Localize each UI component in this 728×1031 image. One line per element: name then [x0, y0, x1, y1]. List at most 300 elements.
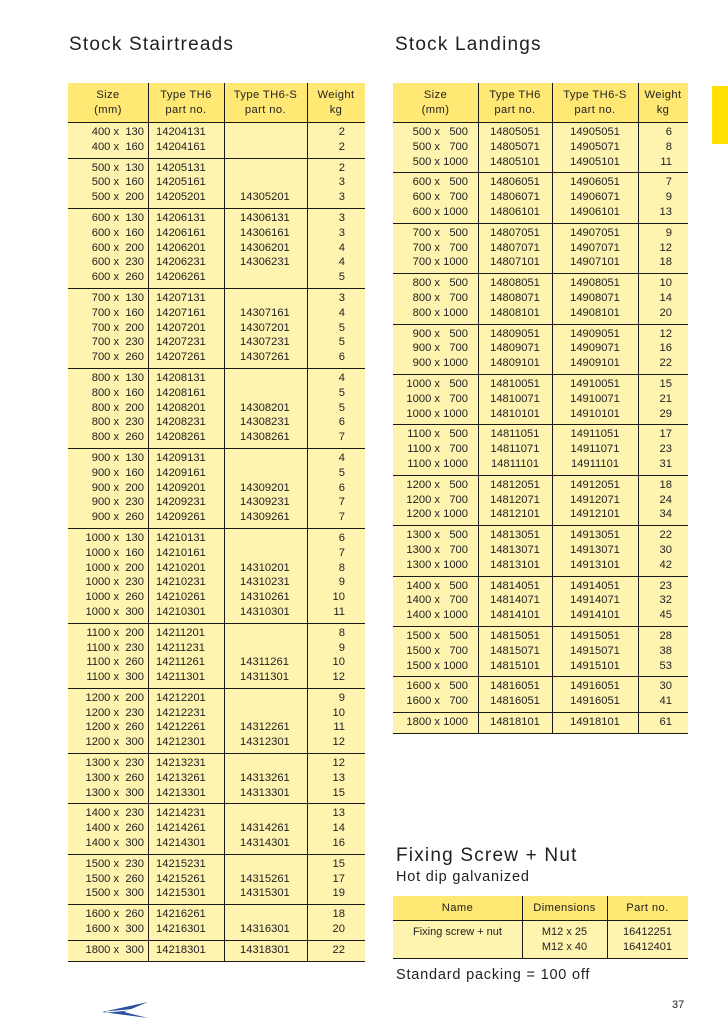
th6-part-cell: 14210161: [156, 546, 206, 559]
weight-cell: 22: [659, 357, 672, 370]
th6-part-cell: 14809051: [490, 327, 540, 340]
column-header: Type TH6-S part no.: [233, 89, 298, 116]
th6-part-cell: 14205131: [156, 161, 206, 174]
weight-cell: 5: [338, 466, 345, 479]
th6s-part-cell: 14310261: [240, 591, 290, 604]
size-cell: 500 x 1000: [412, 155, 468, 168]
table-row: [393, 276, 688, 291]
weight-cell: 32: [659, 594, 672, 607]
th6-part-cell: 14816051: [490, 695, 540, 708]
th6-part-cell: 14208231: [156, 416, 206, 429]
th6s-part-cell: [224, 907, 307, 922]
size-group: [68, 754, 365, 804]
th6-part-cell: 14806071: [490, 191, 540, 204]
table-row: [68, 241, 365, 256]
size-cell: 600 x 260: [91, 271, 144, 284]
table-row: [68, 531, 365, 546]
weight-cell: 3: [338, 191, 345, 204]
table-row: [68, 590, 365, 605]
size-group: [393, 375, 688, 425]
th6-part-cell: 14808071: [490, 291, 540, 304]
th6-part-cell: 14206231: [156, 256, 206, 269]
weight-cell: 12: [332, 671, 345, 684]
th6s-part-cell: 14905101: [570, 155, 620, 168]
size-cell: 900 x 230: [91, 496, 144, 509]
weight-cell: 13: [332, 807, 345, 820]
table-row: [68, 350, 365, 365]
size-group: [393, 577, 688, 627]
weight-cell: 11: [660, 155, 672, 168]
weight-cell: 34: [659, 508, 672, 521]
weight-cell: 8: [338, 561, 345, 574]
weight-cell: 18: [659, 478, 672, 491]
table-row: [393, 644, 688, 659]
th6s-part-cell: 14316301: [240, 923, 290, 936]
table-row: [68, 255, 365, 270]
size-group: [393, 425, 688, 475]
table-row: [393, 493, 688, 508]
weight-cell: 41: [659, 695, 672, 708]
th6s-part-cell: 14306231: [240, 256, 290, 269]
page-number: 37: [672, 999, 685, 1011]
table-row: [68, 386, 365, 401]
th6-part-cell: 14210261: [156, 591, 206, 604]
weight-cell: 12: [332, 736, 345, 749]
th6-part-cell: 14814051: [490, 579, 540, 592]
weight-cell: 15: [332, 786, 345, 799]
size-cell: 800 x 230: [91, 416, 144, 429]
weight-cell: 15: [659, 377, 672, 390]
size-group: [393, 274, 688, 324]
table-row: [68, 321, 365, 336]
table-row: [68, 415, 365, 430]
table-row: [68, 886, 365, 901]
th6-part-cell: 14211201: [156, 626, 205, 639]
weight-cell: 19: [332, 887, 345, 900]
fixing-table-header: [393, 896, 688, 921]
size-cell: 1600 x 700: [406, 695, 468, 708]
table-row: [393, 659, 688, 674]
size-cell: 600 x 1000: [412, 205, 468, 218]
th6s-part-cell: 14313261: [240, 771, 290, 784]
weight-cell: 13: [659, 205, 672, 218]
weight-cell: 4: [338, 256, 345, 269]
weight-cell: 13: [332, 771, 345, 784]
th6-part-cell: 14207201: [156, 321, 206, 334]
th6s-part-cell: 14914101: [570, 609, 620, 622]
size-cell: 1300 x 1000: [406, 558, 468, 571]
table-row: [68, 922, 365, 937]
size-cell: 500 x 700: [412, 140, 468, 153]
th6s-part-cell: 14312261: [240, 721, 290, 734]
size-cell: 1100 x 200: [86, 626, 144, 639]
weight-cell: 5: [338, 401, 345, 414]
th6-part-cell: 14207261: [156, 351, 206, 364]
weight-cell: 11: [333, 721, 345, 734]
header-name: Name: [441, 902, 474, 914]
table-row: [68, 720, 365, 735]
landings-table: [393, 83, 688, 734]
th6-part-cell: 14205161: [156, 176, 206, 189]
table-row: [68, 691, 365, 706]
th6-part-cell: 14805051: [490, 126, 540, 138]
size-cell: 900 x 130: [91, 451, 144, 464]
th6-part-cell: 14805101: [490, 155, 540, 168]
table-row: [68, 306, 365, 321]
th6s-part-cell: 14307261: [240, 351, 290, 364]
company-logo-icon: [100, 998, 150, 1022]
th6-part-cell: 14808051: [490, 277, 540, 290]
th6s-part-cell: 14306161: [240, 226, 290, 239]
th6-part-cell: 14810071: [490, 392, 540, 405]
th6s-part-cell: 14307161: [240, 306, 290, 319]
size-cell: 1800 x 300: [85, 943, 144, 956]
size-cell: 700 x 200: [91, 321, 144, 334]
th6-part-cell: 14211261: [156, 656, 205, 669]
weight-cell: 10: [659, 277, 672, 290]
th6-part-cell: 14808101: [490, 306, 540, 319]
th6-part-cell: 14806101: [490, 205, 540, 218]
th6-part-cell: 14208201: [156, 401, 206, 414]
table-row: [68, 401, 365, 416]
size-group: [68, 689, 365, 754]
table-row: [68, 175, 365, 190]
weight-cell: 2: [338, 126, 345, 138]
th6s-part-cell: 14909071: [570, 342, 620, 355]
th6s-part-cell: 14916051: [570, 695, 620, 708]
th6s-part-cell: 14310201: [240, 561, 290, 574]
weight-cell: 5: [338, 271, 345, 284]
weight-cell: 4: [338, 371, 345, 384]
th6s-part-cell: 14313301: [240, 786, 290, 799]
weight-cell: 53: [659, 659, 672, 672]
weight-cell: 42: [659, 558, 672, 571]
th6-part-cell: 14208161: [156, 386, 206, 399]
weight-cell: 5: [338, 321, 345, 334]
weight-cell: 4: [338, 241, 345, 254]
th6-part-cell: 14812071: [490, 493, 540, 506]
size-cell: 800 x 260: [91, 431, 144, 444]
size-group: [68, 804, 365, 854]
weight-cell: 31: [659, 457, 672, 470]
size-cell: 1000 x 130: [85, 531, 144, 544]
th6s-part-cell: 14308231: [240, 416, 290, 429]
table-row: [68, 430, 365, 445]
th6s-part-cell: 14309201: [240, 481, 290, 494]
size-group: [393, 526, 688, 576]
size-group: [393, 173, 688, 223]
size-cell: 1300 x 230: [85, 757, 144, 770]
size-cell: 900 x 260: [91, 511, 144, 524]
fixing-title: Fixing Screw + Nut: [396, 845, 578, 866]
size-cell: 1200 x 500: [406, 478, 468, 491]
table-row: [393, 140, 688, 155]
th6-part-cell: 14206261: [156, 271, 206, 284]
table-row: [68, 140, 365, 155]
weight-cell: 12: [659, 327, 672, 340]
weight-cell: 30: [659, 543, 672, 556]
size-cell: 1000 x 500: [406, 377, 468, 390]
size-cell: 800 x 500: [412, 277, 468, 290]
size-cell: 1600 x 500: [406, 680, 468, 693]
th6s-part-cell: 14907071: [570, 241, 620, 254]
table-row: [68, 655, 365, 670]
table-row: [68, 836, 365, 851]
size-cell: 1400 x 500: [406, 579, 468, 592]
table-row: [393, 442, 688, 457]
th6s-part-cell: 14909051: [570, 327, 620, 340]
th6s-part-cell: 14915101: [570, 659, 620, 672]
size-cell: 1500 x 700: [406, 644, 468, 657]
size-cell: 1400 x 1000: [406, 609, 468, 622]
table-row: [68, 706, 365, 721]
weight-cell: 9: [665, 191, 672, 204]
weight-cell: 3: [338, 291, 345, 304]
table-row: [68, 335, 365, 350]
size-group: [393, 325, 688, 375]
weight-cell: 6: [338, 481, 345, 494]
table-row: [393, 175, 688, 190]
weight-cell: 3: [338, 226, 345, 239]
size-group: [68, 855, 365, 905]
th6s-part-cell: 14305201: [240, 191, 290, 204]
size-cell: 600 x 700: [412, 191, 468, 204]
th6s-part-cell: 14916051: [570, 680, 620, 693]
weight-cell: 12: [332, 757, 345, 770]
table-row: [393, 715, 688, 730]
th6-part-cell: 14216301: [156, 923, 206, 936]
size-cell: 700 x 160: [91, 306, 144, 319]
th6-part-cell: 14208261: [156, 431, 206, 444]
th6-part-cell: 14214301: [156, 837, 206, 850]
th6s-part-cell: 14905051: [570, 126, 620, 138]
size-cell: 700 x 230: [91, 336, 144, 349]
th6-part-cell: 14812051: [490, 478, 540, 491]
weight-cell: 22: [332, 943, 345, 956]
size-cell: 1400 x 700: [406, 594, 468, 607]
table-row: [68, 756, 365, 771]
table-row: [68, 771, 365, 786]
th6s-part-cell: 14906051: [570, 176, 620, 189]
weight-cell: 2: [338, 161, 345, 174]
size-cell: 500 x 200: [91, 191, 144, 204]
size-cell: 1600 x 260: [85, 908, 144, 921]
th6s-part-cell: [224, 626, 307, 641]
table-row: [68, 670, 365, 685]
packing-note: Standard packing = 100 off: [396, 967, 591, 983]
weight-cell: 8: [338, 626, 345, 639]
size-group: [68, 159, 365, 209]
weight-cell: 15: [332, 857, 345, 870]
th6s-part-cell: [224, 270, 307, 285]
th6s-part-cell: [224, 466, 307, 481]
table-row: [393, 528, 688, 543]
th6s-part-cell: 14311261: [240, 656, 289, 669]
size-cell: 1500 x 230: [85, 857, 144, 870]
weight-cell: 10: [332, 706, 345, 719]
size-cell: 1500 x 500: [406, 629, 468, 642]
weight-cell: 6: [665, 126, 672, 138]
th6-part-cell: 14213261: [156, 771, 206, 784]
th6s-part-cell: 14308201: [240, 401, 290, 414]
th6-part-cell: 14210201: [156, 561, 206, 574]
weight-cell: 10: [332, 656, 345, 669]
table-row: [393, 377, 688, 392]
th6s-part-cell: 14910101: [570, 407, 620, 420]
size-cell: 600 x 160: [91, 226, 144, 239]
th6-part-cell: 14816051: [490, 680, 540, 693]
weight-cell: 2: [338, 140, 345, 153]
weight-cell: 6: [338, 351, 345, 364]
weight-cell: 18: [659, 256, 672, 269]
size-cell: 900 x 200: [91, 481, 144, 494]
table-row: [68, 226, 365, 241]
weight-cell: 9: [665, 226, 672, 239]
weight-cell: 21: [659, 392, 672, 405]
table-row: [393, 694, 688, 709]
table-row: [68, 943, 365, 958]
th6-part-cell: 14810101: [490, 407, 540, 420]
th6-part-cell: 14204161: [156, 140, 206, 153]
weight-cell: 7: [665, 176, 672, 189]
th6s-part-cell: 14918101: [570, 715, 620, 728]
fixing-dimension: M12 x 40: [541, 940, 588, 953]
th6s-part-cell: 14907101: [570, 256, 620, 269]
th6s-part-cell: 14311301: [240, 671, 289, 684]
table-row: [68, 821, 365, 836]
th6s-part-cell: [224, 641, 307, 656]
th6s-part-cell: 14910051: [570, 377, 620, 390]
th6-part-cell: 14206161: [156, 226, 206, 239]
size-cell: 500 x 500: [412, 126, 468, 138]
weight-cell: 20: [332, 923, 345, 936]
weight-cell: 11: [333, 605, 345, 618]
th6s-part-cell: 14911051: [570, 428, 620, 441]
th6s-part-cell: 14909101: [570, 357, 620, 370]
size-group: [393, 476, 688, 526]
weight-cell: 20: [659, 306, 672, 319]
th6s-part-cell: 14912071: [570, 493, 620, 506]
size-cell: 1100 x 1000: [407, 457, 468, 470]
size-group: [393, 224, 688, 274]
th6-part-cell: 14818101: [490, 715, 540, 728]
size-cell: 1000 x 230: [85, 576, 144, 589]
table-row: [68, 291, 365, 306]
th6s-part-cell: 14906101: [570, 205, 620, 218]
th6s-part-cell: 14910071: [570, 392, 620, 405]
th6-part-cell: 14206131: [156, 211, 206, 224]
th6-part-cell: 14807051: [490, 226, 540, 239]
table-row: [393, 327, 688, 342]
size-cell: 500 x 160: [91, 176, 144, 189]
th6-part-cell: 14207131: [156, 291, 206, 304]
th6-part-cell: 14207231: [156, 336, 206, 349]
th6s-part-cell: 14914051: [570, 579, 620, 592]
size-cell: 600 x 200: [91, 241, 144, 254]
th6-part-cell: 14204131: [156, 126, 206, 138]
th6s-part-cell: 14907051: [570, 226, 620, 239]
weight-cell: 22: [659, 529, 672, 542]
th6-part-cell: 14210301: [156, 605, 206, 618]
column-header: Weight kg: [644, 89, 682, 116]
table-row: [68, 161, 365, 176]
th6-part-cell: 14209231: [156, 496, 206, 509]
weight-cell: 7: [338, 546, 345, 559]
table-row: [68, 510, 365, 525]
table-header: [393, 83, 688, 123]
th6s-part-cell: 14306201: [240, 241, 290, 254]
th6-part-cell: 14209261: [156, 511, 206, 524]
stairtreads-title: Stock Stairtreads: [69, 34, 235, 55]
size-cell: 900 x 700: [412, 342, 468, 355]
th6-part-cell: 14813101: [490, 558, 540, 571]
size-cell: 1200 x 230: [85, 706, 144, 719]
table-row: [393, 226, 688, 241]
th6-part-cell: 14212201: [156, 691, 206, 704]
size-group: [393, 713, 688, 734]
size-group: [393, 677, 688, 713]
weight-cell: 3: [338, 176, 345, 189]
weight-cell: 16: [659, 342, 672, 355]
th6s-part-cell: 14906071: [570, 191, 620, 204]
size-cell: 1300 x 300: [85, 786, 144, 799]
table-row: [68, 495, 365, 510]
weight-cell: 7: [338, 511, 345, 524]
table-header: [68, 83, 365, 123]
th6s-part-cell: 14908051: [570, 277, 620, 290]
size-cell: 1000 x 200: [85, 561, 144, 574]
weight-cell: 30: [659, 680, 672, 693]
th6s-part-cell: 14306131: [240, 211, 290, 224]
weight-cell: 38: [659, 644, 672, 657]
th6s-part-cell: 14314261: [240, 822, 290, 835]
table-row: [393, 427, 688, 442]
size-cell: 1200 x 200: [85, 691, 144, 704]
th6s-part-cell: [224, 175, 307, 190]
weight-cell: 18: [332, 908, 345, 921]
size-cell: 700 x 260: [91, 351, 144, 364]
th6s-part-cell: 14309231: [240, 496, 290, 509]
th6s-part-cell: 14908071: [570, 291, 620, 304]
size-cell: 1300 x 260: [85, 771, 144, 784]
size-group: [393, 627, 688, 677]
size-group: [68, 123, 365, 159]
th6-part-cell: 14208131: [156, 371, 206, 384]
weight-cell: 3: [338, 211, 345, 224]
size-cell: 1000 x 160: [85, 546, 144, 559]
th6s-part-cell: 14908101: [570, 306, 620, 319]
table-row: [68, 466, 365, 481]
weight-cell: 17: [332, 872, 345, 885]
weight-cell: 10: [332, 591, 345, 604]
th6s-part-cell: [224, 291, 307, 306]
size-cell: 700 x 500: [412, 226, 468, 239]
weight-cell: 9: [338, 576, 345, 589]
th6-part-cell: 14811071: [490, 443, 540, 456]
size-cell: 1000 x 300: [85, 605, 144, 618]
th6-part-cell: 14815051: [490, 629, 540, 642]
th6s-part-cell: 14309261: [240, 511, 290, 524]
weight-cell: 16: [332, 837, 345, 850]
size-cell: 1300 x 500: [406, 529, 468, 542]
fixing-part-no: 16412401: [623, 940, 672, 953]
th6s-part-cell: [224, 706, 307, 721]
size-cell: 900 x 500: [412, 327, 468, 340]
table-row: [68, 605, 365, 620]
fixing-name: Fixing screw + nut: [413, 926, 502, 938]
th6s-part-cell: 14310301: [240, 605, 290, 618]
column-header: Type TH6 part no.: [489, 89, 541, 116]
